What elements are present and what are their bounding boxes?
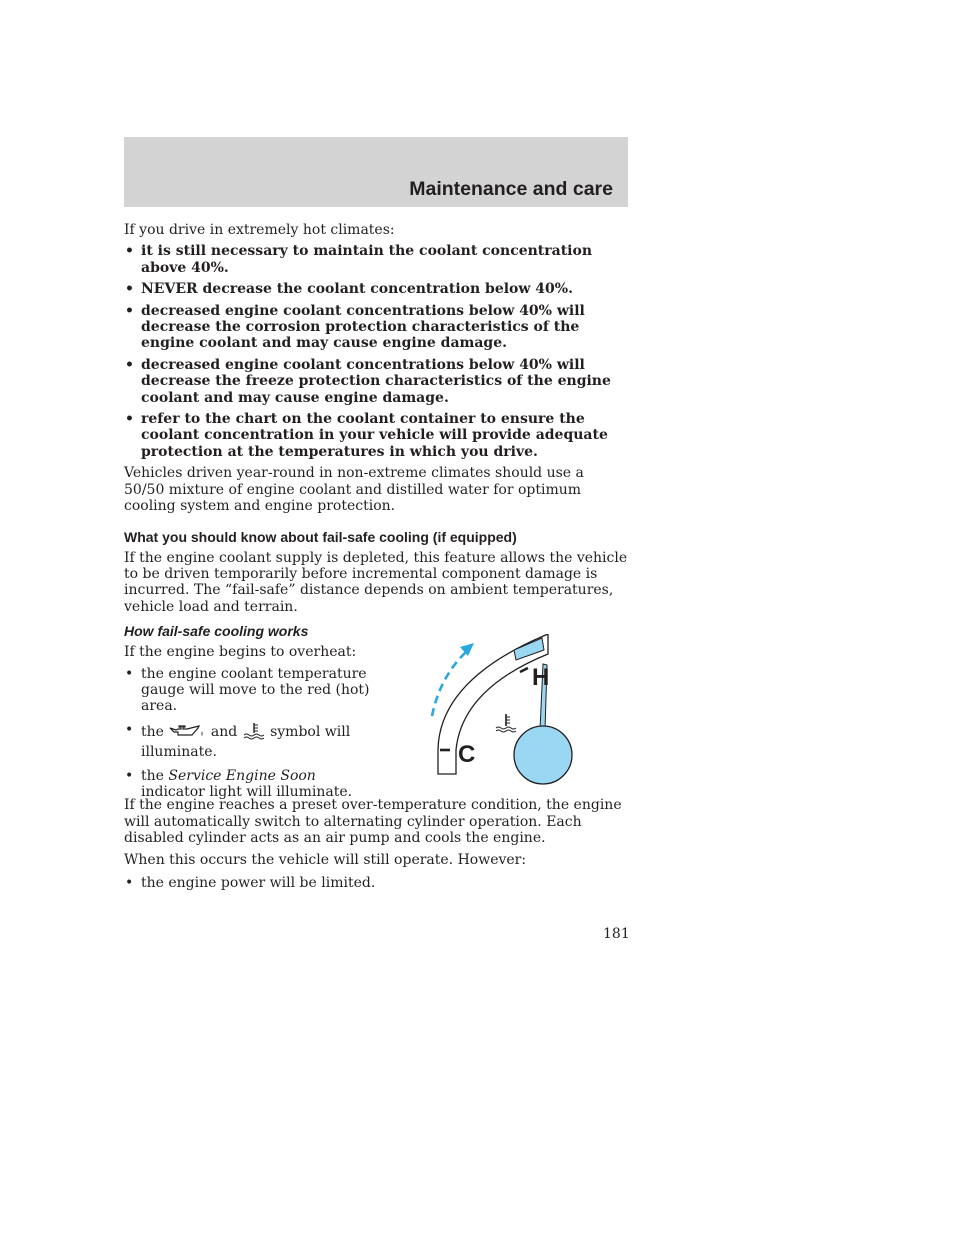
page-content (124, 222, 628, 896)
power-list (124, 875, 628, 891)
overheat-intro: If the engine begins to overheat: (124, 644, 357, 661)
hot-climates-list (124, 243, 628, 460)
bullet-text: symbol will illuminate. (141, 723, 351, 761)
page-number: 181 (603, 926, 630, 942)
list-item: • decreased engine coolant concentrations below 40% will decrease the freeze protection characteristics of the engine coolant and may cause engine damage. (124, 357, 628, 406)
bullet-text: indicator light will illuminate. (141, 783, 353, 800)
temperature-gauge-illustration (428, 634, 588, 794)
overheat-list (124, 666, 370, 801)
list-item: • the engine coolant temperature gauge will move to the red (hot) area. (124, 666, 370, 715)
list-item: • refer to the chart on the coolant container to ensure the coolant concentration in your vehicle will provide adequate protection at the temperatures in which you drive. (124, 411, 628, 460)
failsafe-subheading: How fail-safe cooling works (124, 623, 309, 640)
list-item (124, 722, 370, 761)
hot-label: H (532, 664, 550, 692)
bullet-text: the (141, 767, 164, 784)
year-round-paragraph: Vehicles driven year-round in non-extreme climates should use a 50/50 mixture of engine coolant and distilled water for optimum cooling system and engine protection. (124, 465, 584, 515)
hot-climates-intro: If you drive in extremely hot climates: (124, 222, 395, 238)
still-operate-paragraph: When this occurs the vehicle will still operate. However: (124, 852, 527, 869)
list-item: • it is still necessary to maintain the coolant concentration above 40%. (124, 243, 628, 276)
over-temperature-paragraph: If the engine reaches a preset over-temperature condition, the engine will automatically switch to alternating cylinder operation. Each disabled cylinder acts as an air pump and cools the engine. (124, 797, 622, 846)
gauge-bulb (514, 726, 572, 784)
list-item: • the engine power will be limited. (124, 875, 628, 891)
service-engine-soon-text: Service Engine Soon (168, 767, 316, 784)
header-band (124, 137, 628, 207)
overheat-block (124, 644, 628, 800)
list-item: • NEVER decrease the coolant concentration below 40%. (124, 281, 628, 297)
bullet-text: the (141, 723, 164, 740)
oil-can-icon (168, 724, 206, 744)
list-item: • decreased engine coolant concentrations below 40% will decrease the corrosion protection characteristics of the engine coolant and may cause engine damage. (124, 303, 628, 352)
bullet-text: and (210, 723, 238, 740)
coolant-temperature-icon (242, 722, 266, 744)
cold-label: C (458, 741, 476, 769)
coolant-temperature-icon (496, 714, 516, 732)
failsafe-paragraph: If the engine coolant supply is depleted, this feature allows the vehicle to be driven temporarily before incremental component damage is incurred. The “fail-safe” distance depends on ambient temperatures, vehicle load and terrain. (124, 549, 628, 615)
section-title: Maintenance and care (409, 178, 613, 200)
list-item (124, 768, 370, 801)
failsafe-heading: What you should know about fail-safe cooling (if equipped) (124, 528, 517, 545)
